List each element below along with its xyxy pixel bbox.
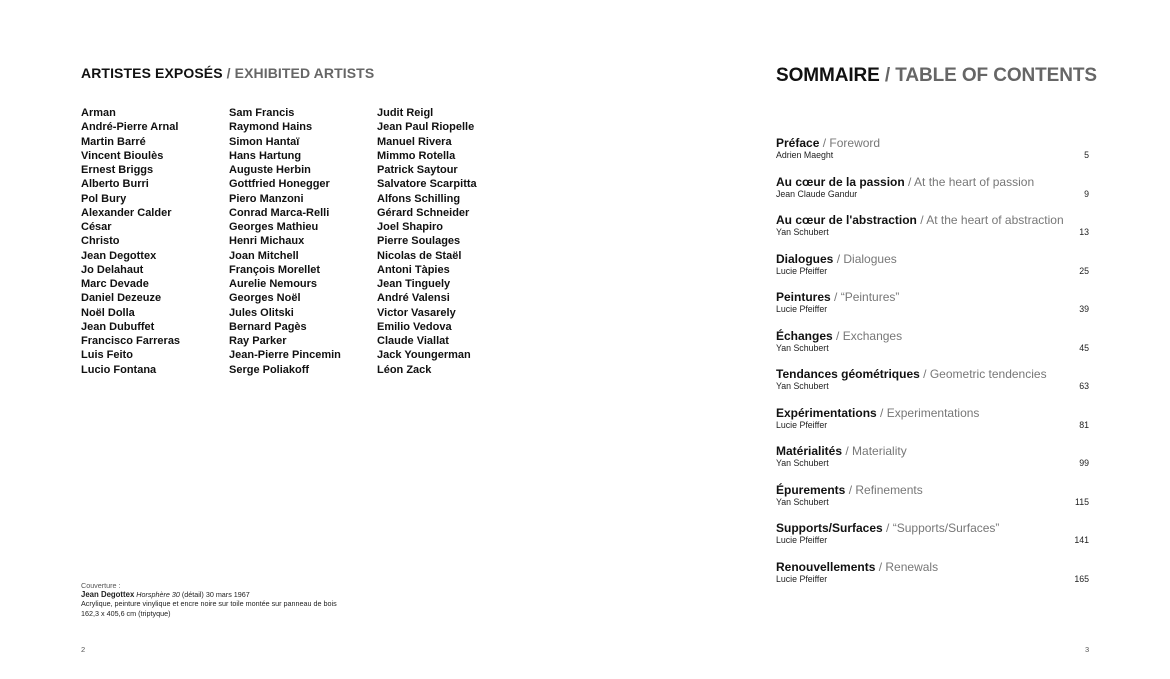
artist-name: Jo Delahaut [81, 263, 144, 276]
toc-entry-title [776, 406, 1089, 420]
toc-entry-title [776, 213, 1089, 227]
toc-entry-author: Yan Schubert [776, 458, 829, 468]
toc-entry[interactable] [776, 136, 1089, 175]
artists-heading-en: EXHIBITED ARTISTS [234, 65, 375, 81]
toc-entry-author: Yan Schubert [776, 342, 829, 353]
artist-name: Lucio Fontana [81, 363, 157, 376]
toc-entry-author: Yan Schubert [776, 496, 829, 507]
toc-entry-page-number: 141 [1074, 535, 1089, 545]
toc-entry[interactable] [776, 483, 1089, 522]
artist-name: Joan Mitchell [229, 249, 299, 262]
artist-name: Simon Hantaï [229, 135, 300, 148]
artist-name: Vincent Bioulès [81, 149, 164, 162]
artist-name: Henri Michaux [229, 235, 305, 248]
artist-name: Piero Manzoni [229, 192, 304, 205]
toc-entry-title [776, 444, 1089, 458]
toc-entry-author: Lucie Pfeiffer [776, 304, 828, 314]
toc-entry-title-en: “Peintures” [840, 290, 900, 304]
toc-entry-title [776, 560, 1089, 574]
toc-entry-title-en: Geometric tendencies [929, 367, 1047, 381]
toc-entry-separator: / [819, 136, 830, 150]
cover-caption [81, 581, 337, 618]
toc-list [776, 136, 1089, 598]
toc-entry[interactable] [776, 521, 1089, 560]
toc-entry-separator: / [904, 174, 915, 189]
artist-name: Alberto Burri [81, 178, 149, 191]
toc-entry-author: Lucie Pfeiffer [776, 419, 828, 430]
artist-name: Aurelie Nemours [229, 278, 318, 290]
artist-name: Jean Dubuffet [81, 320, 155, 333]
toc-entry-separator: / [832, 328, 843, 343]
toc-entry-page-number: 99 [1079, 458, 1089, 468]
artist-name: André-Pierre Arnal [81, 121, 179, 134]
toc-entry-page-number: 5 [1084, 150, 1089, 160]
toc-entry[interactable] [776, 367, 1089, 406]
toc-heading-separator: / [879, 65, 896, 86]
page-number-left: 2 [81, 645, 86, 654]
toc-entry[interactable] [776, 444, 1089, 483]
toc-entry-title [776, 329, 1089, 343]
artist-name: Jules Olitski [229, 306, 294, 319]
artist-name: Conrad Marca-Relli [229, 206, 330, 219]
artists-heading-fr: ARTISTES EXPOSÉS [81, 65, 223, 81]
toc-entry-page-number: 39 [1079, 304, 1089, 314]
toc-entry-separator: / [916, 213, 927, 227]
toc-entry-title [776, 521, 1089, 535]
toc-entry[interactable] [776, 213, 1089, 252]
artist-name: Georges Mathieu [229, 221, 319, 233]
artist-name: Jean Paul Riopelle [377, 121, 475, 134]
toc-entry-title-en: Refinements [855, 482, 923, 497]
artist-name: Manuel Rivera [377, 135, 452, 148]
artist-name: Jean Tinguely [377, 278, 451, 290]
cover-caption-medium: Acrylique, peinture vinylique et encre noire sur toile montée sur panneau de bois [81, 599, 337, 609]
toc-entry-title-en: Dialogues [843, 251, 897, 266]
toc-entry[interactable] [776, 406, 1089, 445]
toc-entry-title [776, 175, 1089, 189]
artists-heading [81, 65, 374, 81]
artists-heading-separator: / [222, 65, 235, 81]
artist-name: Claude Viallat [377, 335, 449, 347]
toc-entry-title-en: Materiality [852, 444, 907, 458]
toc-entry-title-en: At the heart of abstraction [926, 213, 1064, 227]
toc-heading-fr: SOMMAIRE [776, 65, 880, 86]
artist-name: Alexander Calder [81, 206, 172, 219]
cover-caption-artist: Jean Degottex [81, 590, 135, 600]
toc-entry-separator: / [882, 521, 893, 535]
toc-entry-separator: / [875, 559, 886, 574]
toc-entry-page-number: 9 [1084, 188, 1089, 199]
artist-name: Joel Shapiro [377, 221, 444, 233]
toc-entry-page-number: 45 [1079, 342, 1089, 353]
toc-entry-title [776, 136, 1089, 150]
toc-entry-title-fr: Au cœur de l'abstraction [776, 213, 917, 227]
artist-name: Noël Dolla [81, 306, 135, 319]
artist-name: Salvatore Scarpitta [377, 178, 477, 191]
artist-name: Jack Youngerman [377, 349, 471, 362]
artist-name: Léon Zack [377, 363, 432, 376]
toc-entry-page-number: 165 [1074, 573, 1089, 584]
artist-name: François Morellet [229, 263, 321, 276]
toc-entry-title-en: “Supports/Surfaces” [892, 521, 1000, 535]
toc-entry-title [776, 252, 1089, 266]
toc-entry-title-fr: Échanges [776, 328, 833, 343]
toc-entry-title-en: Exchanges [842, 328, 903, 343]
artist-name: Patrick Saytour [377, 164, 458, 176]
page-number-right: 3 [1085, 645, 1090, 654]
toc-entry-author: Yan Schubert [776, 381, 829, 391]
artist-name: César [81, 221, 112, 233]
toc-entry-separator: / [842, 444, 853, 458]
toc-entry-title-fr: Préface [776, 136, 820, 150]
artist-column-2 [229, 106, 341, 377]
toc-entry-title-en: At the heart of passion [914, 174, 1035, 189]
toc-entry-separator: / [876, 405, 887, 420]
cover-caption-dimensions: 162,3 x 405,6 cm (triptyque) [81, 608, 171, 618]
toc-entry-author: Adrien Maeght [776, 150, 834, 160]
toc-entry-title [776, 290, 1089, 304]
artist-name: André Valensi [377, 292, 450, 305]
toc-entry-author: Lucie Pfeiffer [776, 535, 828, 545]
toc-entry-title [776, 483, 1089, 497]
artist-name: Daniel Dezeuze [81, 292, 162, 305]
toc-entry-title-fr: Supports/Surfaces [776, 521, 883, 535]
artist-name: Luis Feito [81, 349, 133, 362]
toc-entry-author: Lucie Pfeiffer [776, 573, 828, 584]
toc-entry-title-fr: Dialogues [776, 251, 834, 266]
toc-entry-page-number: 25 [1079, 265, 1089, 276]
toc-heading-en: TABLE OF CONTENTS [895, 65, 1097, 86]
artist-name: Hans Hartung [229, 149, 302, 162]
toc-entry-title-fr: Tendances géométriques [776, 367, 920, 381]
toc-entry-title [776, 367, 1089, 381]
artist-name: Jean Degottex [81, 249, 157, 262]
toc-entry-title-en: Renewals [885, 559, 939, 574]
toc-entry-title-fr: Épurements [776, 482, 846, 497]
toc-entry-title-fr: Renouvellements [776, 559, 876, 574]
toc-entry[interactable] [776, 175, 1089, 214]
toc-entry-separator: / [833, 251, 844, 266]
toc-entry-page-number: 81 [1079, 419, 1089, 430]
artist-name: Ernest Briggs [81, 164, 154, 176]
artist-name: Antoni Tàpies [377, 263, 450, 276]
artist-name: Raymond Hains [229, 121, 313, 134]
toc-entry[interactable] [776, 560, 1089, 599]
cover-caption-detail: (détail) 30 mars 1967 [179, 590, 250, 600]
toc-entry-page-number: 115 [1074, 496, 1089, 507]
artist-name: Gottfried Honegger [229, 178, 330, 191]
toc-entry-author: Jean Claude Gandur [776, 188, 858, 199]
artist-name: Victor Vasarely [377, 306, 456, 319]
artist-name: Serge Poliakoff [229, 363, 310, 376]
artist-name: Francisco Farreras [81, 335, 181, 347]
artist-name: Nicolas de Staël [377, 249, 462, 262]
toc-entry-title-fr: Peintures [776, 290, 831, 304]
cover-caption-label: Couverture : [81, 581, 121, 590]
toc-entry-separator: / [919, 367, 930, 381]
artist-name: Bernard Pagès [229, 320, 307, 333]
artist-name: Pierre Soulages [377, 235, 461, 248]
artist-name: Christo [81, 235, 120, 248]
artist-name: Emilio Vedova [377, 320, 452, 333]
artist-name: Mimmo Rotella [377, 149, 456, 162]
artist-name: Sam Francis [229, 107, 295, 119]
cover-caption-work [81, 590, 337, 599]
artist-name: Gérard Schneider [377, 206, 470, 219]
artist-name: Auguste Herbin [229, 164, 311, 176]
artist-column-1 [81, 106, 180, 377]
toc-entry-title-en: Experimentations [886, 405, 980, 420]
toc-entry-page-number: 63 [1079, 381, 1089, 391]
artist-name: Martin Barré [81, 135, 146, 148]
artist-name: Ray Parker [229, 335, 287, 347]
toc-entry-title-en: Foreword [829, 136, 881, 150]
artist-name: Georges Noël [229, 292, 301, 305]
toc-heading [776, 65, 1097, 87]
toc-entry-separator: / [830, 290, 841, 304]
toc-entry[interactable] [776, 329, 1089, 368]
artist-name: Alfons Schilling [377, 192, 461, 205]
artist-name: Judit Reigl [377, 107, 434, 119]
toc-entry-title-fr: Au cœur de la passion [776, 174, 905, 189]
toc-entry-title-fr: Matérialités [776, 444, 843, 458]
artist-name: Pol Bury [81, 192, 127, 205]
toc-entry-author: Lucie Pfeiffer [776, 265, 828, 276]
toc-entry[interactable] [776, 290, 1089, 329]
toc-entry[interactable] [776, 252, 1089, 291]
cover-caption-title: Horsphère 30 [136, 590, 180, 600]
toc-entry-page-number: 13 [1079, 227, 1089, 237]
artist-name: Arman [81, 107, 116, 119]
toc-entry-author: Yan Schubert [776, 227, 829, 237]
toc-entry-title-fr: Expérimentations [776, 405, 877, 420]
artist-name: Jean-Pierre Pincemin [229, 349, 341, 362]
toc-entry-separator: / [845, 482, 856, 497]
artist-name: Marc Devade [81, 278, 149, 290]
artist-column-3 [377, 106, 477, 377]
right-page [585, 0, 1170, 679]
